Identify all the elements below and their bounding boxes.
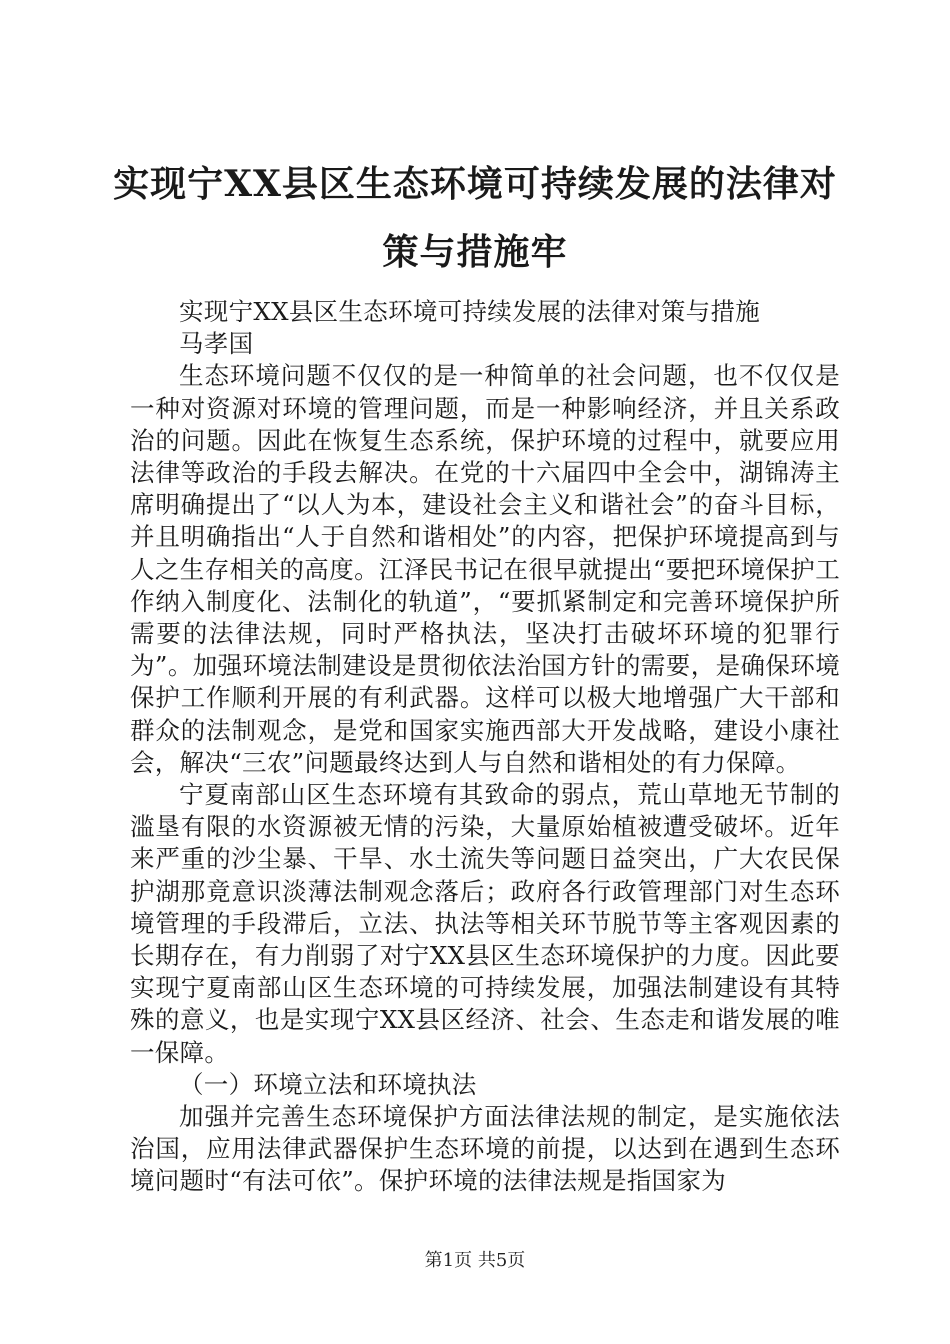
- title-line-1: 实现宁XX县区生态环境可持续发展的法律对: [113, 163, 837, 205]
- author-paragraph: 马孝国: [179, 329, 254, 359]
- body-paragraph-2: 宁夏南部山区生态环境有其致命的弱点，荒山草地无节制的滥垦有限的水资源被无情的污染，大量原始植被遭受破坏。近年来严重的沙尘暴、干旱、水土流失等问题日益突出，广大农民保护湖那竟意识淡薄法制观念落后；政府各行政管理部门对生态环境管理的手段滞后，立法、执法等相关环节脱节等主客观因素的长期存在，有力削弱了对宁XX县区生态环境保护的力度。因此要实现宁夏南部山区生态环境的可持续发展，加强法制建设有其特殊的意义，也是实现宁XX县区经济、社会、生态走和谐发展的唯一保障。: [130, 780, 840, 1067]
- body-paragraph-1: 生态环境问题不仅仅的是一种简单的社会问题，也不仅仅是一种对资源对环境的管理问题，而是一种影响经济，并且关系政治的问题。因此在恢复生态系统，保护环境的过程中，就要应用法律等政治的手段去解决。在党的十六届四中全会中，湖锦涛主席明确提出了“以人为本，建设社会主义和谐社会”的奋斗目标，并且明确指出“人于自然和谐相处”的内容，把保护环境提高到与人之生存相关的高度。江泽民书记在很早就提出“要把环境保护工作纳入制度化、法制化的轨道”，“要抓紧制定和完善环境保护所需要的法律法规，同时严格执法，坚决打击破坏环境的犯罪行为”。加强环境法制建设是贯彻依法治国方针的需要，是确保环境保护工作顺利开展的有利武器。这样可以极大地增强广大干部和群众的法制观念，是党和国家实施西部大开发战略，建设小康社会，解决“三农”问题最终达到人与自然和谐相处的有力保障。: [130, 361, 840, 777]
- body-paragraph-3: 加强并完善生态环境保护方面法律法规的制定，是实施依法治国，应用法律武器保护生态环境的前提，以达到在遇到生态环境问题时“有法可依”。保护环境的法律法规是指国家为: [130, 1102, 840, 1196]
- title-line-2: 策与措施牢: [382, 231, 568, 273]
- subtitle-paragraph: 实现宁XX县区生态环境可持续发展的法律对策与措施: [179, 297, 761, 326]
- document-body: [130, 296, 840, 1198]
- section-heading: （一）环境立法和环境执法: [179, 1069, 477, 1099]
- document-title: [100, 150, 850, 286]
- page-footer: 第1页 共5页: [424, 1250, 526, 1271]
